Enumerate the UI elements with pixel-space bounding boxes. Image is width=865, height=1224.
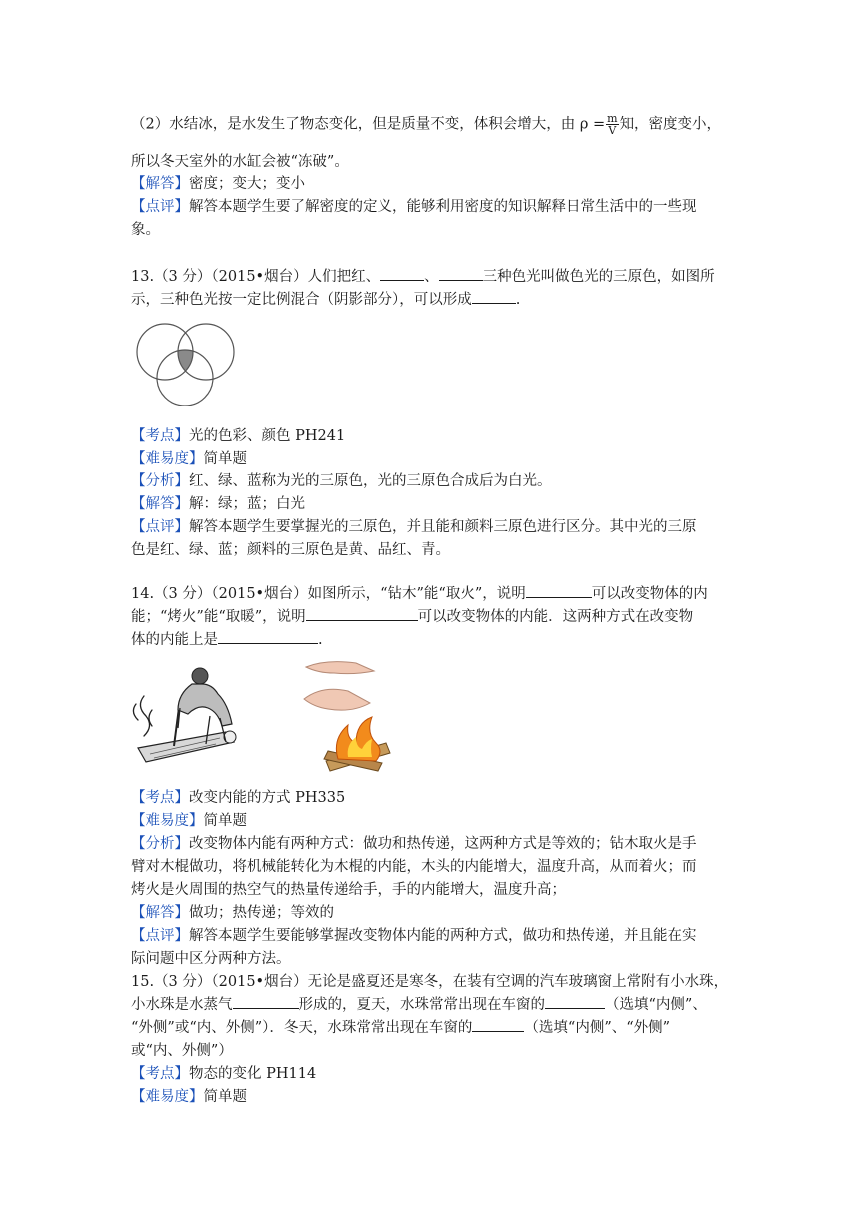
q14-text-4: 可以改变物体的内能．这两种方式在改变物	[417, 609, 694, 625]
q15-blank-3	[472, 1017, 524, 1032]
q13-period: .	[515, 292, 521, 308]
q14-fenxi-line2: 臂对木棍做功，将机械能转化为木棍的内能，木头的内能增大，温度升高，从而着火；而	[131, 859, 697, 875]
q13-line2	[131, 289, 737, 311]
q13-blank-3	[472, 289, 516, 304]
comment-text: 解答本题学生要了解密度的定义，能够利用密度的知识解释日常生活中的一些现	[189, 199, 697, 215]
q15-line2	[131, 994, 737, 1016]
q13-line1	[131, 266, 737, 288]
nanyidu-text: 简单题	[203, 1089, 247, 1105]
q14-text: 14.（3 分）（2015•烟台）如图所示，“钻木”能“取火”，说明	[131, 586, 526, 602]
fenxi-tag: 【分析】	[131, 836, 189, 852]
q13-blank-1	[380, 266, 424, 281]
q14-blank-2	[306, 606, 418, 621]
q14-dianping-line2: 际问题中区分两种方法。	[131, 951, 291, 967]
answer-tag: 【解答】	[131, 176, 189, 192]
q14-nanyidu	[131, 810, 737, 832]
q13-nanyidu	[131, 448, 737, 470]
lower-hand	[304, 689, 370, 710]
q14-fenxi-line1	[131, 833, 737, 855]
q13-blank-2	[439, 266, 483, 281]
q15-line3	[131, 1017, 737, 1039]
q12-part2-line2: 所以冬天室外的水缸会被“冻破”。	[131, 154, 349, 170]
q12-part2-line1	[131, 113, 737, 135]
answer-text: 密度；变大；变小	[189, 176, 305, 192]
q15-text-3: （选填“内侧”、	[605, 997, 707, 1013]
log	[138, 732, 234, 762]
q14-fenxi-line3: 烤火是火周围的热空气的热量传递给手，手的内能增大，温度升高；	[131, 882, 566, 898]
q15-text: 小水珠是水蒸气	[131, 997, 233, 1013]
jieda-tag: 【解答】	[131, 496, 189, 512]
fraction-numerator: m	[607, 112, 618, 125]
q12-comment-line2: 象。	[131, 222, 160, 238]
kaodian-text: 物态的变化 PH114	[189, 1066, 317, 1082]
q14-blank-3	[218, 629, 318, 644]
man-head	[192, 668, 208, 684]
q13-jieda	[131, 493, 737, 515]
dianping-tag: 【点评】	[131, 519, 189, 535]
q12-comment-line1	[131, 196, 737, 218]
jieda-tag: 【解答】	[131, 905, 189, 921]
kaodian-tag: 【考点】	[131, 1066, 189, 1082]
fenxi-tag: 【分析】	[131, 473, 189, 489]
q14-dianping-line1	[131, 925, 737, 947]
q15-text-5: （选填“内侧”、“外侧”	[524, 1020, 671, 1036]
q14-period: .	[318, 632, 323, 648]
q14-line3	[131, 629, 737, 651]
q14-line2	[131, 606, 737, 628]
kaodian-text: 改变内能的方式 PH335	[189, 790, 346, 806]
q12-text: （2）水结冰，是水发生了物态变化，但是质量不变，体积会增大，由 ρ =	[131, 116, 606, 133]
q14-text-3: 能；“烤火”能“取暖”，说明	[131, 609, 306, 625]
drilling-wood-illustration	[130, 660, 260, 770]
q15-kaodian	[131, 1063, 737, 1085]
q14-text-2: 可以改变物体的内	[591, 586, 708, 602]
q15-blank-1	[233, 994, 299, 1009]
density-fraction	[606, 113, 618, 136]
kaodian-tag: 【考点】	[131, 428, 189, 444]
smoke-left-1	[140, 696, 149, 736]
nanyidu-text: 简单题	[203, 451, 247, 467]
q15-text-2: 形成的，夏天，水珠常常出现在车窗的	[298, 997, 545, 1013]
kaodian-text: 光的色彩、颜色 PH241	[189, 428, 346, 444]
venn-diagram	[133, 318, 243, 406]
q15-blank-2	[545, 994, 605, 1009]
nanyidu-tag: 【难易度】	[131, 1089, 204, 1105]
q13-dianping-line1	[131, 516, 737, 538]
dianping-text: 解答本题学生要能够掌握改变物体内能的两种方式，做功和热传递，并且能在实	[189, 928, 697, 944]
q15-line1: 15.（3 分）（2015•烟台）无论是盛夏还是寒冬，在装有空调的汽车玻璃窗上常附有小水珠，	[131, 974, 729, 990]
jieda-text: 解：绿；蓝；白光	[189, 496, 305, 512]
q13-text-3: 示，三种色光按一定比例混合（阴影部分），可以形成	[131, 292, 472, 308]
q15-text-4: “外侧”或“内、外侧”）．冬天，水珠常常出现在车窗的	[131, 1020, 473, 1036]
q15-nanyidu	[131, 1086, 737, 1108]
nanyidu-tag: 【难易度】	[131, 451, 204, 467]
q15-line4: 或“内、外侧”）	[131, 1043, 233, 1059]
comment-tag: 【点评】	[131, 199, 189, 215]
man-body	[178, 684, 232, 726]
q14-text-5: 体的内能上是	[131, 632, 218, 648]
fenxi-text: 改变物体内能有两种方式：做功和热传递，这两种方式是等效的；钻木取火是手	[189, 836, 697, 852]
nanyidu-tag: 【难易度】	[131, 813, 204, 829]
q13-dianping-line2: 色是红、绿、蓝；颜料的三原色是黄、品红、青。	[131, 542, 450, 558]
q12-answer	[131, 173, 737, 195]
dianping-tag: 【点评】	[131, 928, 189, 944]
q12-text-end: 知，密度变小，	[619, 116, 722, 133]
fraction-denominator: V	[608, 124, 617, 137]
dianping-text: 解答本题学生要掌握光的三原色，并且能和颜料三原色进行区分。其中光的三原	[189, 519, 697, 535]
q14-jieda	[131, 902, 737, 924]
q13-sep: 、	[424, 269, 439, 285]
q13-kaodian	[131, 425, 737, 447]
q13-text-2: 三种色光叫做色光的三原色，如图所	[482, 269, 715, 285]
jieda-text: 做功；热传递；等效的	[189, 905, 334, 921]
q13-text: 13.（3 分）（2015•烟台）人们把红、	[131, 269, 381, 285]
q13-fenxi	[131, 470, 737, 492]
kaodian-tag: 【考点】	[131, 790, 189, 806]
nanyidu-text: 简单题	[203, 813, 247, 829]
q14-blank-1	[526, 583, 592, 598]
q14-kaodian	[131, 787, 737, 809]
q14-line1	[131, 583, 737, 605]
upper-hand	[306, 662, 374, 674]
smoke-left-2	[133, 704, 138, 720]
fenxi-text: 红、绿、蓝称为光的三原色，光的三原色合成后为白光。	[189, 473, 552, 489]
warming-hands-illustration	[300, 655, 400, 775]
